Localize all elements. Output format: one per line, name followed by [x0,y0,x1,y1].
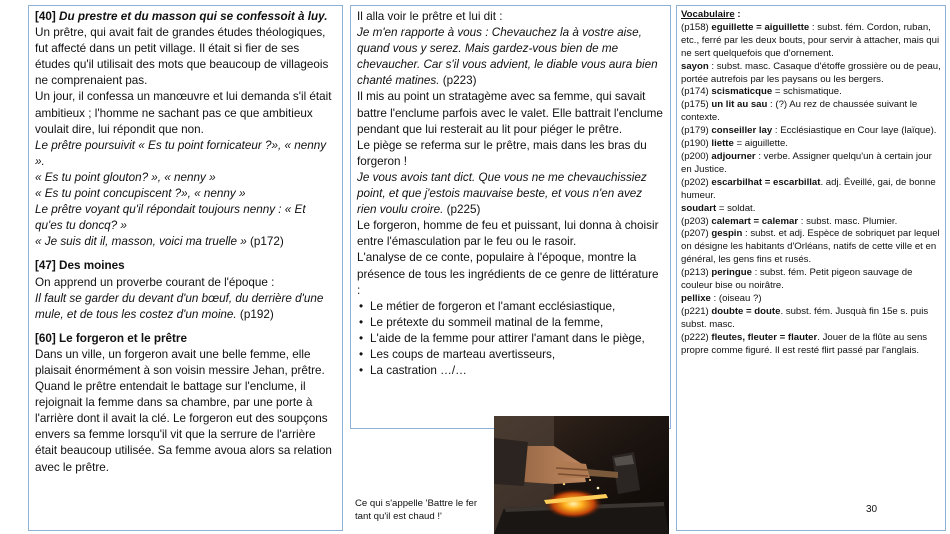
vocabulary-definition: : Ecclésiastique en Cour laye (laïque). [772,125,937,137]
story-column-2 [350,5,671,429]
story-40-dialogue-4: Le prêtre voyant qu'il répondait toujours nenny : « Et qu'es tu doncq? » [35,203,306,233]
story-40-paragraph-1: Un prêtre, qui avait fait de grandes études théologiques, fut affecté dans un petit village. Il était si fier de ses études qu'il utilisait des mots que beaucoup de villageois ne comprenaient pas. [35,26,329,88]
vocabulary-page-ref: (p203) [681,215,712,227]
vocabulary-definition: = aiguillette. [733,138,788,150]
vocabulary-entry [681,138,941,151]
photo-caption: Ce qui s'appelle 'Battre le fer tant qu'il est chaud !' [355,498,478,522]
vocabulary-definition: : (?) Au rez de chaussée suivant le contexte. [681,99,918,124]
vocabulary-term: peringue [711,267,752,279]
story-60-quote-2: Je vous avois tant dict. Que vous ne me chevauchissiez point, et que j'estois mauvaise beste, et vous n'en avez rien voulu croire. (p225) [357,170,647,217]
vocabulary-entry [681,306,941,332]
story-47-proverb: Il fault se garder du devant d'un bœuf, du derrière d'une mule, et de tous les costez d'un moine. (p192) [35,291,324,321]
vocabulary-page-ref: (p175) [681,99,712,111]
page-number: 30 [866,504,878,515]
vocabulary-entry [681,332,941,358]
vocabulary-definition: . Jouer de la flûte au sens propre comme figuré. Il est resté flirt passé par l'anglais. [681,331,928,356]
vocabulary-term: liette [711,138,734,150]
vocabulary-page-ref: (p158) [681,21,712,33]
story-60-paragraph-4: Il mis au point un stratagème avec sa femme, qui savait battre l'enclume parfois avec le valet. Elle battrait l'enclume pendant que lui resterait au lit pour piéger le prêtre. [357,90,663,136]
story-60-paragraph-5: Le piège se referma sur le prêtre, mais dans les bras du forgeron ! [357,138,647,168]
vocabulary-page-ref: (p221) [681,305,712,317]
vocabulary-definition: : (oiseau ?) [710,292,762,304]
vocabulary-definition: : subst. masc. Casaque d'étoffe grossière ou de peau, portée autrefois par les paysans ou les bergers. [681,60,941,85]
vocabulary-definition: : subst. fém. Cordon, ruban, etc., ferré par les deux bouts, pour servir à attacher, mais qui ne sert quelquefois que d'ornement. [681,21,940,59]
vocabulary-term: gespin [711,228,743,240]
list-item: • Le métier de forgeron et l'amant ecclésiastique, [357,299,664,315]
vocabulary-page-ref: (p222) [681,331,712,343]
story-60-paragraph-1: Dans un ville, un forgeron avait une belle femme, elle plaisait énormément à son voisin messire Jehan, prêtre. [35,347,325,377]
story-40-dialogue-1: Le prêtre poursuivit « Es tu point fornicateur ?», « nenny ». [35,138,327,168]
vocabulary-page-ref: (p179) [681,125,712,137]
vocabulary-definition: : subst. fém. Petit pigeon sauvage de couleur bise ou noirâtre. [681,267,913,292]
vocabulary-definition: . subst. fém. Jusquà fin 15e s. puis subst. masc. [681,305,929,330]
story-47-title: [47] Des moines [35,259,125,273]
story-60-title: [60] Le forgeron et le prêtre [35,331,187,345]
vocabulary-definition: . adj. Éveillé, gai, de bonne humeur. [681,176,936,201]
vocabulary-entry [681,267,941,293]
vocabulary-entry [681,99,941,125]
vocabulary-term: adjourner [711,150,756,162]
vocabulary-definition: : subst. et adj. Espèce de sobriquet par lequel on désigne les habitants d'Orléans, natifs de cette ville et en général, les gens fins et rusés. [681,228,940,266]
vocabulary-term: fleutes, fleuter = flauter [711,331,818,343]
vocabulary-definition: = soldat. [716,202,756,214]
vocabulary-page-ref: (p200) [681,150,712,162]
story-40-paragraph-2: Un jour, il confessa un manœuvre et lui demanda s'il était ambitieux ; l'homme ne sachant pas ce que ambitieux voulait dire, lui répondit que non. [35,90,332,136]
vocabulary-definition: = schismatique. [772,86,842,98]
vocabulary-entry [681,151,941,177]
story-47-paragraph: On apprend un proverbe courant de l'époque : [35,275,275,289]
story-60-paragraph-3: Il alla voir le prêtre et lui dit : [357,10,503,23]
vocabulary-entry [681,177,941,203]
vocabulary-definition: : verbe. Assigner quelqu'un à certain jour en Justice. [681,150,932,175]
vocabulary-term: escarbilhat = escarbillat [711,176,821,188]
vocabulary-term: conseiller lay [711,125,773,137]
vocabulary-list [681,22,941,358]
story-40-title: Du prestre et du masson qui se confessoit à luy. [59,10,328,23]
vocabulary-page-ref: (p207) [681,228,712,240]
vocabulary-term: doubte = doute [711,305,781,317]
vocabulary-page-ref: (p190) [681,138,712,150]
vocabulary-entry [681,125,941,138]
vocabulary-term: pellixe [681,292,711,304]
story-40-dialogue-5: « Je suis dit il, masson, voici ma truelle » (p172) [35,235,284,249]
list-item: • Les coups de marteau avertisseurs, [357,347,664,363]
story-40-heading: [40] Du prestre et du masson qui se confessoit à luy. [35,10,328,23]
story-column-1 [28,5,343,531]
vocabulary-column [676,5,946,531]
vocabulary-entry [681,216,941,229]
vocabulary-term: un lit au sau [711,99,768,111]
vocabulary-entry [681,86,941,99]
vocabulary-entry [681,203,941,216]
vocabulary-term: calemart = calemar [711,215,799,227]
list-item: • La castration …/… [357,363,664,379]
vocabulary-entry [681,61,941,87]
vocabulary-entry [681,22,941,61]
vocabulary-term: soudart [681,202,717,214]
list-item: • Le prétexte du sommeil matinal de la femme, [357,315,664,331]
ingredients-list [357,299,664,379]
story-60-paragraph-7: L'analyse de ce conte, populaire à l'époque, montre la présence de tous les ingrédients de ce genre de littérature : [357,251,659,297]
list-item: • L'aide de la femme pour attirer l'amant dans le piège, [357,331,664,347]
vocabulary-term: sayon [681,60,709,72]
vocabulary-page-ref: (p174) [681,86,712,98]
vocabulary-entry [681,228,941,267]
story-40-dialogue-2: « Es tu point glouton? », « nenny » [35,170,216,184]
blacksmith-photo [494,416,669,534]
vocabulary-definition: : subst. masc. Plumier. [798,215,898,227]
story-60-paragraph-2: Quand le prêtre entendait le battage sur l'enclume, il rejoignait la femme dans sa chambre, par une porte à l'arrière dont il avait la clé. Le forgeron eut des soupçons envers sa femme lorsqu'il vit que la serrure de l'arrière était beaucoup utilisée. Sa femme avoua alors sa relation avec le prêtre. [35,380,332,474]
story-60-quote-1: Je m'en rapporte à vous : Chevauchez la à vostre aise, quand vous y serez. Mais gardez-vous bien de me chevaucher. Car s'il vous advient, le diable vous aura bien chanté matines. (p223) [357,26,658,88]
vocabulary-term: scismaticque [711,86,773,98]
story-40-dialogue-3: « Es tu point concupiscent ?», « nenny » [35,187,246,201]
vocabulary-heading: Vocabulaire : [681,9,741,20]
story-60-paragraph-6: Le forgeron, homme de feu et puissant, lui donna à choisir entre l'émasculation par le feu ou le rasoir. [357,219,659,249]
vocabulary-term: eguillette = aiguillette [711,21,810,33]
vocabulary-page-ref: (p202) [681,176,712,188]
vocabulary-entry [681,293,941,306]
vocabulary-page-ref: (p213) [681,267,712,279]
